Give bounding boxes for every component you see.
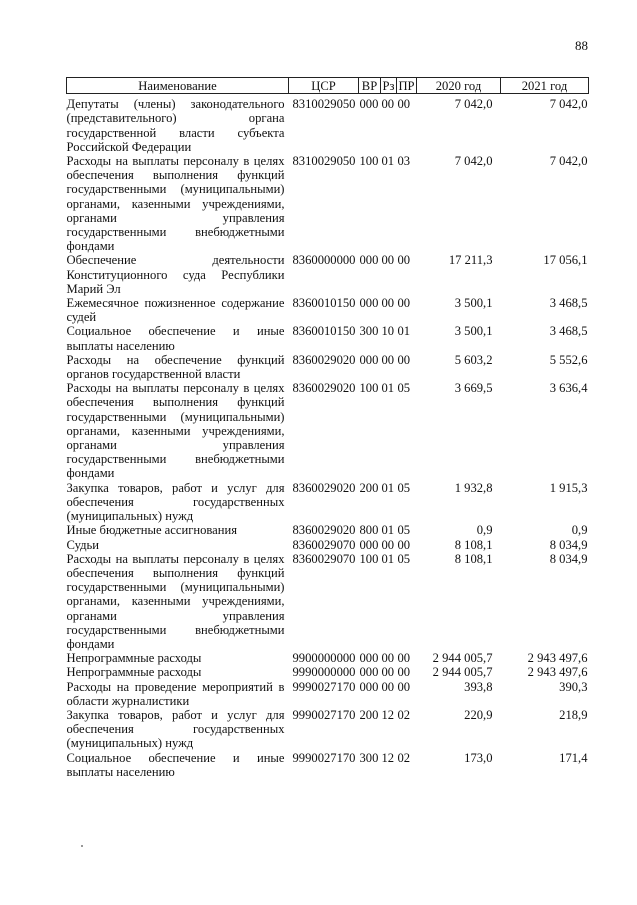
header-rz: Рз <box>381 78 397 94</box>
row-2021: 218,9 <box>559 707 588 722</box>
row-name: Непрограммные расходы <box>66 651 202 666</box>
row-rz: 10 <box>381 324 395 339</box>
row-vr: 200 <box>359 480 379 495</box>
row-pr: 05 <box>397 381 411 396</box>
row-csr: 8360029070 <box>292 537 356 552</box>
row-2021: 17 056,1 <box>543 253 588 268</box>
row-name: Социальное обеспечение и иные выплаты населению <box>66 750 285 779</box>
row-csr: 8310029050 <box>292 97 356 112</box>
row-pr: 00 <box>397 651 411 666</box>
row-pr: 05 <box>397 551 411 566</box>
row-2020: 0,9 <box>476 523 493 538</box>
row-2020: 393,8 <box>464 679 493 694</box>
row-rz: 12 <box>381 750 395 765</box>
row-csr: 8360029020 <box>292 381 356 396</box>
row-pr: 00 <box>397 352 411 367</box>
row-csr: 8360029070 <box>292 551 356 566</box>
table-row <box>67 651 589 665</box>
table-row <box>67 353 589 381</box>
row-vr: 000 <box>359 537 379 552</box>
row-2020: 3 500,1 <box>454 324 493 339</box>
row-2021: 0,9 <box>571 523 588 538</box>
row-pr: 00 <box>397 665 411 680</box>
row-name: Непрограммные расходы <box>66 665 202 680</box>
row-2021: 7 042,0 <box>549 154 588 169</box>
row-2021: 171,4 <box>559 750 588 765</box>
row-csr: 8360029020 <box>292 480 356 495</box>
header-2021: 2021 год <box>501 78 589 94</box>
row-2020: 2 944 005,7 <box>432 651 493 666</box>
table-row <box>67 154 589 253</box>
row-csr: 8360010150 <box>292 324 356 339</box>
header-vr: ВР <box>359 78 381 94</box>
row-csr: 9990027170 <box>292 750 356 765</box>
row-2021: 390,3 <box>559 679 588 694</box>
row-name: Расходы на обеспечение функций органов государственной власти <box>66 352 285 382</box>
row-rz: 01 <box>381 480 395 495</box>
header-name: Наименование <box>67 78 289 94</box>
table-row <box>67 481 589 524</box>
row-rz: 00 <box>381 296 395 311</box>
row-vr: 000 <box>359 665 379 680</box>
row-name: Иные бюджетные ассигнования <box>66 523 238 538</box>
row-pr: 00 <box>397 253 411 268</box>
row-pr: 02 <box>397 750 411 765</box>
row-2020: 7 042,0 <box>454 97 493 112</box>
table-row <box>67 538 589 552</box>
row-2020: 5 603,2 <box>454 352 493 367</box>
row-csr: 9990027170 <box>292 707 356 722</box>
row-vr: 000 <box>359 352 379 367</box>
row-2020: 173,0 <box>464 750 493 765</box>
row-rz: 00 <box>381 679 395 694</box>
row-name: Расходы на выплаты персоналу в целях обеспечения выполнения функций государственными (муниципальными) органами, казенными учреждениями, органами управления государственными внебюджетными фондами <box>66 381 285 481</box>
table-row <box>67 680 589 708</box>
table-row <box>67 751 589 779</box>
row-vr: 000 <box>359 679 379 694</box>
table-header <box>67 78 589 94</box>
row-2021: 3 468,5 <box>549 324 588 339</box>
row-csr: 8360029020 <box>292 523 356 538</box>
row-vr: 100 <box>359 154 379 169</box>
row-name: Расходы на выплаты персоналу в целях обеспечения выполнения функций государственными (муниципальными) органами, казенными учреждениями, органами управления государственными внебюджетными фондами <box>66 551 285 651</box>
row-2020: 17 211,3 <box>448 253 493 268</box>
row-2021: 2 943 497,6 <box>527 651 588 666</box>
table-row <box>67 708 589 751</box>
row-2021: 1 915,3 <box>549 480 588 495</box>
row-csr: 9990027170 <box>292 679 356 694</box>
row-2020: 220,9 <box>464 707 493 722</box>
row-pr: 00 <box>397 537 411 552</box>
row-2021: 5 552,6 <box>549 352 588 367</box>
row-vr: 000 <box>359 97 379 112</box>
table-row <box>67 253 589 296</box>
row-2021: 3 468,5 <box>549 296 588 311</box>
row-vr: 000 <box>359 651 379 666</box>
row-rz: 12 <box>381 707 395 722</box>
row-pr: 00 <box>397 97 411 112</box>
row-pr: 01 <box>397 324 411 339</box>
row-name: Ежемесячное пожизненное содержание судей <box>66 296 285 325</box>
row-rz: 00 <box>381 537 395 552</box>
header-csr: ЦСР <box>289 78 359 94</box>
row-rz: 00 <box>381 665 395 680</box>
row-2021: 8 034,9 <box>549 537 588 552</box>
table-row <box>67 324 589 352</box>
row-vr: 000 <box>359 296 379 311</box>
row-pr: 05 <box>397 480 411 495</box>
row-pr: 05 <box>397 523 411 538</box>
row-csr: 8310029050 <box>292 154 356 169</box>
row-rz: 01 <box>381 154 395 169</box>
table-row <box>67 381 589 480</box>
row-2021: 3 636,4 <box>549 381 588 396</box>
row-rz: 00 <box>381 651 395 666</box>
row-name: Обеспечение деятельности Конституционного суда Республики Марий Эл <box>66 253 285 296</box>
row-csr: 9990000000 <box>292 665 356 680</box>
row-name: Социальное обеспечение и иные выплаты населению <box>66 324 285 353</box>
row-csr: 9900000000 <box>292 651 356 666</box>
row-name: Судьи <box>66 537 99 552</box>
row-name: Расходы на проведение мероприятий в области журналистики <box>66 679 285 708</box>
row-pr: 02 <box>397 707 411 722</box>
table-row <box>67 523 589 537</box>
row-csr: 8360010150 <box>292 296 356 311</box>
row-vr: 000 <box>359 253 379 268</box>
row-csr: 8360029020 <box>292 352 356 367</box>
row-2020: 3 500,1 <box>454 296 493 311</box>
row-2020: 7 042,0 <box>454 154 493 169</box>
table-row <box>67 665 589 679</box>
row-pr: 00 <box>397 679 411 694</box>
table-row <box>67 296 589 324</box>
row-2020: 3 669,5 <box>454 381 493 396</box>
row-2020: 8 108,1 <box>454 551 493 566</box>
row-vr: 200 <box>359 707 379 722</box>
row-name: Расходы на выплаты персоналу в целях обеспечения выполнения функций государственными (муниципальными) органами, казенными учреждениями, органами управления государственными внебюджетными фондами <box>66 154 285 254</box>
row-pr: 00 <box>397 296 411 311</box>
page-number: 88 <box>575 38 588 53</box>
row-vr: 800 <box>359 523 379 538</box>
row-rz: 01 <box>381 551 395 566</box>
table-row <box>67 552 589 651</box>
table-body <box>67 94 589 779</box>
row-name: Закупка товаров, работ и услуг для обеспечения государственных (муниципальных) нужд <box>66 480 285 524</box>
row-rz: 00 <box>381 253 395 268</box>
row-rz: 01 <box>381 523 395 538</box>
row-csr: 8360000000 <box>292 253 356 268</box>
row-2021: 2 943 497,6 <box>527 665 588 680</box>
row-name: Закупка товаров, работ и услуг для обеспечения государственных (муниципальных) нужд <box>66 707 285 751</box>
row-rz: 00 <box>381 97 395 112</box>
row-vr: 100 <box>359 381 379 396</box>
row-rz: 00 <box>381 352 395 367</box>
row-2021: 8 034,9 <box>549 551 588 566</box>
row-name: Депутаты (члены) законодательного (представительного) органа государственной власти субъекта Российской Федерации <box>66 97 285 154</box>
table-row <box>67 94 589 154</box>
row-2020: 8 108,1 <box>454 537 493 552</box>
budget-table <box>66 77 589 779</box>
row-2021: 7 042,0 <box>549 97 588 112</box>
header-pr: ПР <box>398 79 415 93</box>
row-2020: 1 932,8 <box>454 480 493 495</box>
row-pr: 03 <box>397 154 411 169</box>
row-vr: 100 <box>359 551 379 566</box>
row-vr: 300 <box>359 750 379 765</box>
row-rz: 01 <box>381 381 395 396</box>
header-2020: 2020 год <box>417 78 501 94</box>
scan-speck <box>81 845 83 847</box>
row-2020: 2 944 005,7 <box>432 665 493 680</box>
row-vr: 300 <box>359 324 379 339</box>
